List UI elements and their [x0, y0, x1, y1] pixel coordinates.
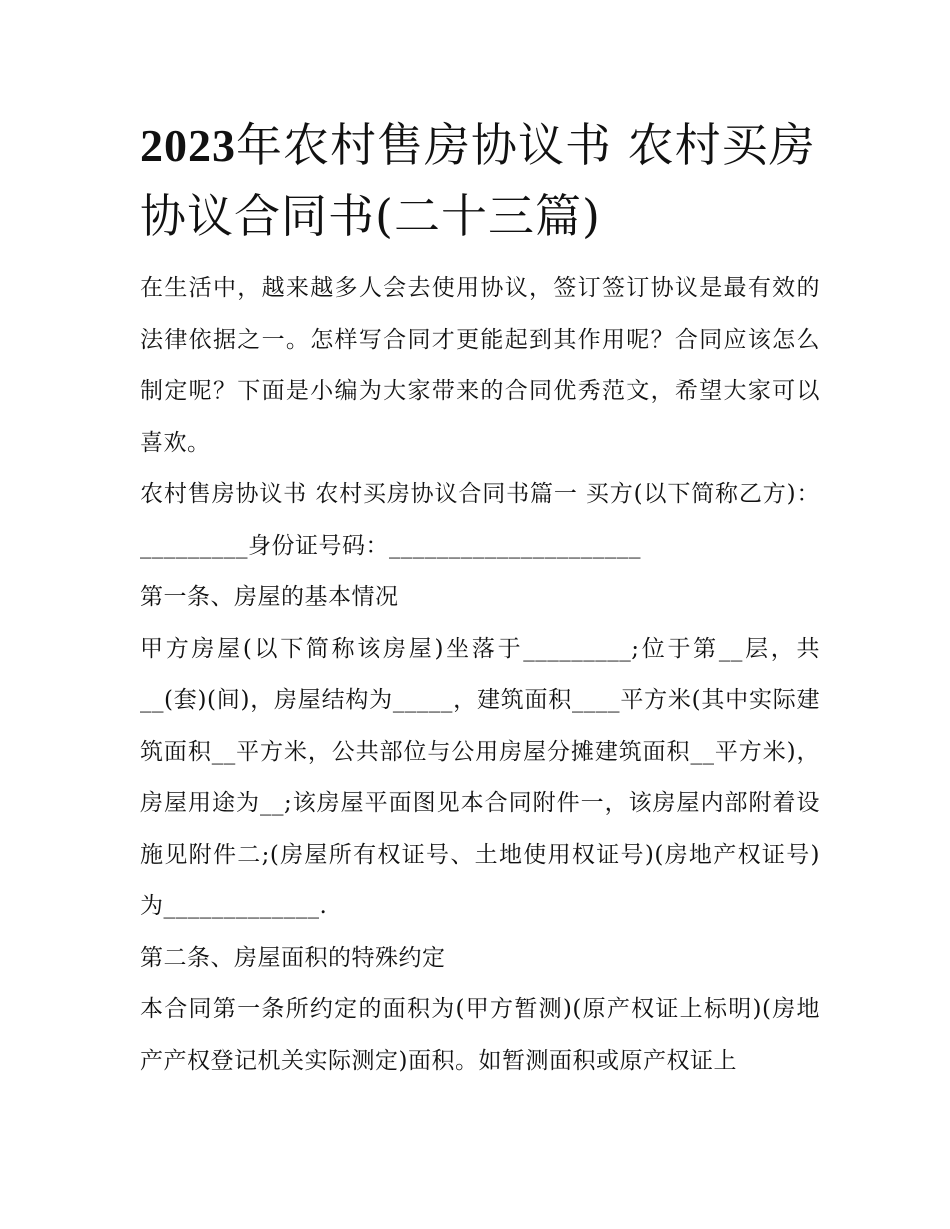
buyer-info-paragraph: 农村售房协议书 农村买房协议合同书篇一 买方(以下简称乙方)：_________身份证号码：_____________________ — [140, 481, 820, 559]
title-year: 2023 — [140, 120, 236, 171]
article-2-heading: 第二条、房屋面积的特殊约定 — [140, 944, 446, 971]
document-title — [140, 110, 820, 251]
title-text: 年农村售房协议书 农村买房协议合同书(二十三篇) — [140, 118, 816, 243]
document-page — [140, 110, 820, 1087]
article-1-body: 甲方房屋(以下简称该房屋)坐落于_________;位于第__层，共__(套)(间)，房屋结构为_____，建筑面积____平方米(其中实际建筑面积__平方米，公共部位与公用房屋分摊建筑面积__平方米)，房屋用途为__;该房屋平面图见本合同附件一，该房屋内部附着设施见附件二;(房屋所有权证号、土地使用权证号)(房地产权证号)为_____________. — [140, 635, 820, 919]
article-2-body: 本合同第一条所约定的面积为(甲方暂测)(原产权证上标明)(房地产产权登记机关实际测定)面积。如暂测面积或原产权证上 — [140, 996, 820, 1074]
article-1-heading: 第一条、房屋的基本情况 — [140, 584, 399, 610]
intro-paragraph: 在生活中，越来越多人会去使用协议，签订签订协议是最有效的法律依据之一。怎样写合同才更能起到其作用呢？合同应该怎么制定呢？下面是小编为大家带来的合同优秀范文，希望大家可以喜欢。 — [140, 275, 820, 456]
